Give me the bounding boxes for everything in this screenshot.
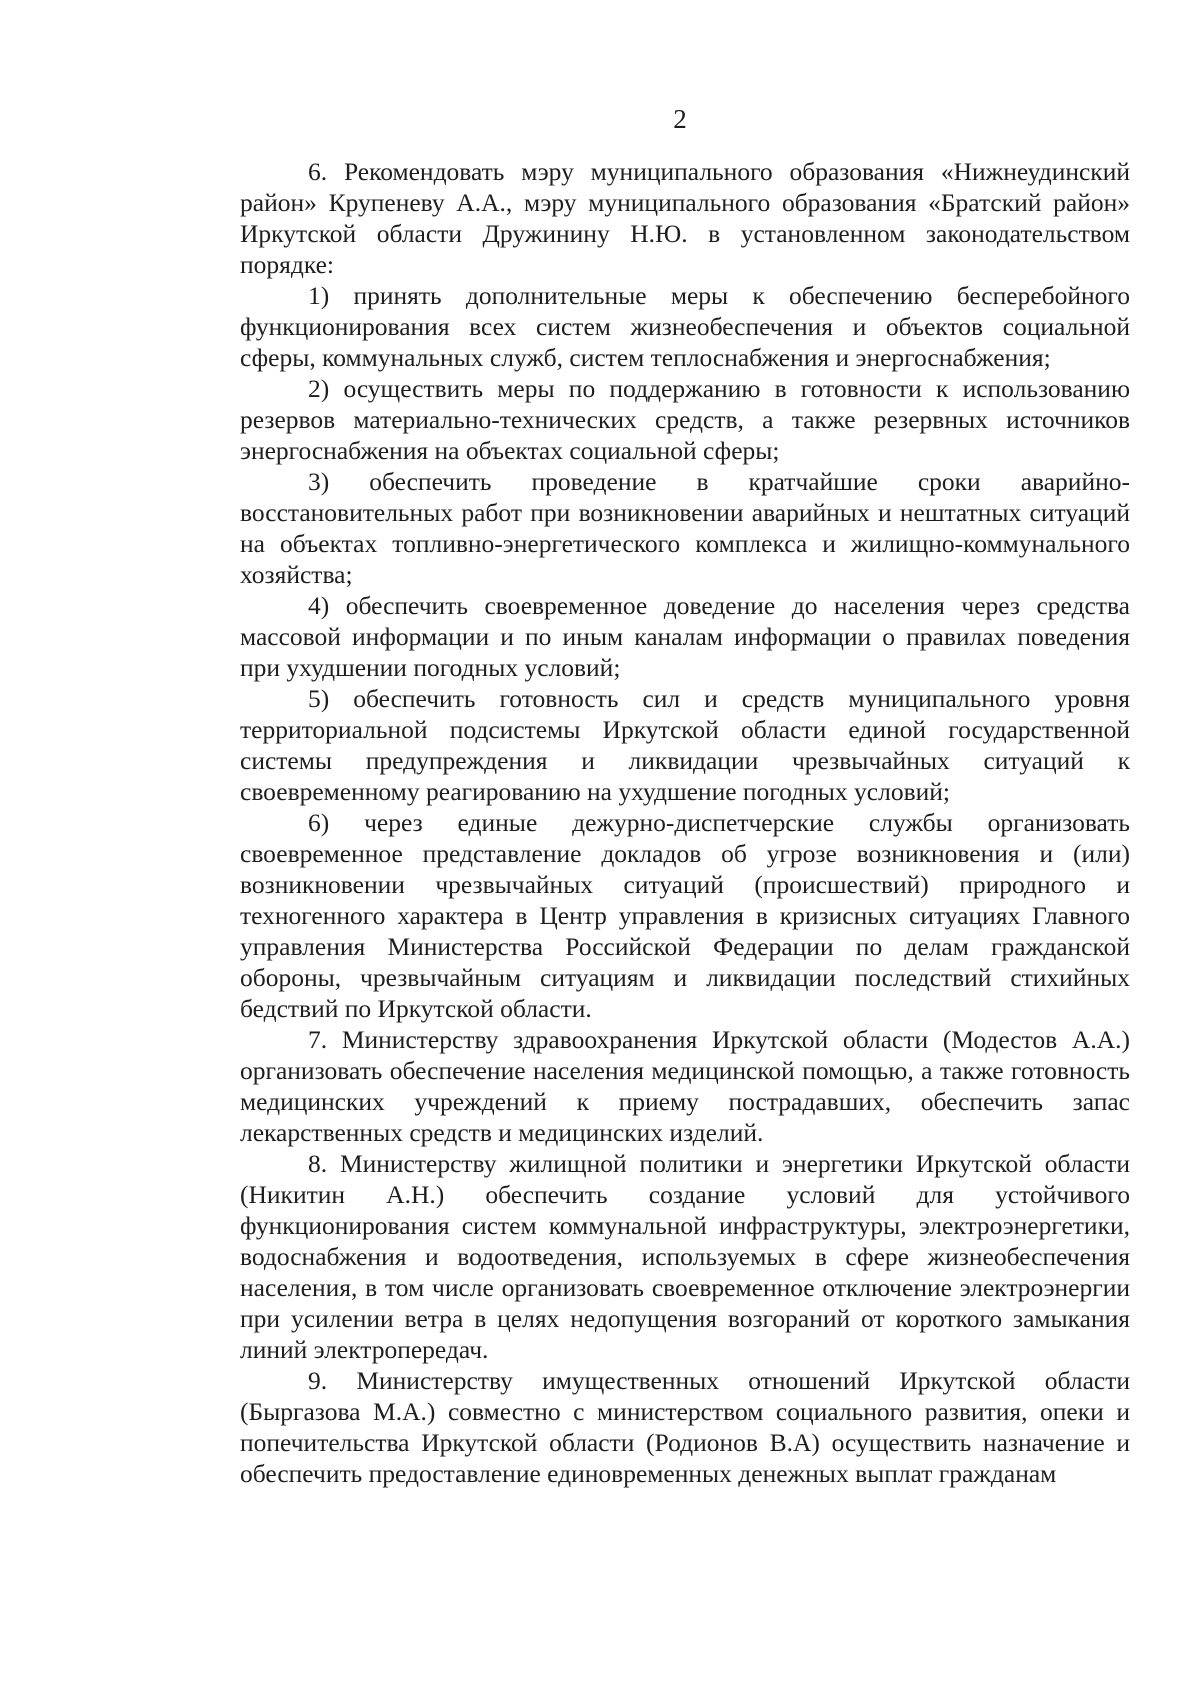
- paragraph-6-4-public-notification: 4) обеспечить своевременное доведение до населения через средства массовой информации и по иным каналам информации о правилах поведения при ухудшении погодных условий;: [240, 591, 1130, 682]
- paragraph-6-5-readiness: 5) обеспечить готовность сил и средств муниципального уровня территориальной подсистемы Иркутской области единой государственной системы предупреждения и ликвидации чрезвычайных ситуаций к своевременному реагированию на ухудшение погодных условий;: [240, 684, 1130, 806]
- paragraph-7-health-ministry: 7. Министерству здравоохранения Иркутской области (Модестов А.А.) организовать обеспечение населения медицинской помощью, а также готовность медицинских учреждений к приему пострадавших, обеспечить запас лекарственных средств и медицинских изделий.: [240, 1025, 1130, 1147]
- paragraph-6-6-dispatch-reports: 6) через единые дежурно-диспетчерские службы организовать своевременное представление докладов об угрозе возникновения и (или) возникновении чрезвычайных ситуаций (происшествий) природного и техногенного характера в Центр управления в кризисных ситуациях Главного управления Министерства Российской Федерации по делам гражданской обороны, чрезвычайным ситуациям и ликвидации последствий стихийных бедствий по Иркутской области.: [240, 808, 1130, 1023]
- paragraph-8-housing-energy-ministry: 8. Министерству жилищной политики и энергетики Иркутской области (Никитин А.Н.) обеспечить создание условий для устойчивого функционирования систем коммунальной инфраструктуры, электроэнергетики, водоснабжения и водоотведения, используемых в сфере жизнеобеспечения населения, в том числе организовать своевременное отключение электроэнергии при усилении ветра в целях недопущения возгораний от короткого замыкания линий электропередач.: [240, 1149, 1130, 1364]
- page-number: 2: [673, 104, 687, 134]
- paragraph-6-1-life-support: 1) принять дополнительные меры к обеспечению бесперебойного функционирования всех систем жизнеобеспечения и объектов социальной сферы, коммунальных служб, систем теплоснабжения и энергоснабжения;: [240, 281, 1130, 372]
- paragraph-6-2-reserves: 2) осуществить меры по поддержанию в готовности к использованию резервов материально-технических средств, а также резервных источников энергоснабжения на объектах социальной сферы;: [240, 374, 1130, 465]
- document-body: [240, 156, 1130, 1489]
- paragraph-9-property-ministry: 9. Министерству имущественных отношений Иркутской области (Быргазова М.А.) совместно с министерством социального развития, опеки и попечительства Иркутской области (Родионов В.А) осуществить назначение и обеспечить предоставление единовременных денежных выплат гражданам: [240, 1366, 1130, 1488]
- paragraph-6-recommendation: 6. Рекомендовать мэру муниципального образования «Нижнеудинский район» Крупеневу А.А., мэру муниципального образования «Братский район» Иркутской области Дружинину Н.Ю. в установленном законодательством порядке:: [240, 157, 1130, 279]
- paragraph-6-3-emergency-repairs: 3) обеспечить проведение в кратчайшие сроки аварийно-восстановительных работ при возникновении аварийных и нештатных ситуаций на объектах топливно-энергетического комплекса и жилищно-коммунального хозяйства;: [240, 467, 1130, 589]
